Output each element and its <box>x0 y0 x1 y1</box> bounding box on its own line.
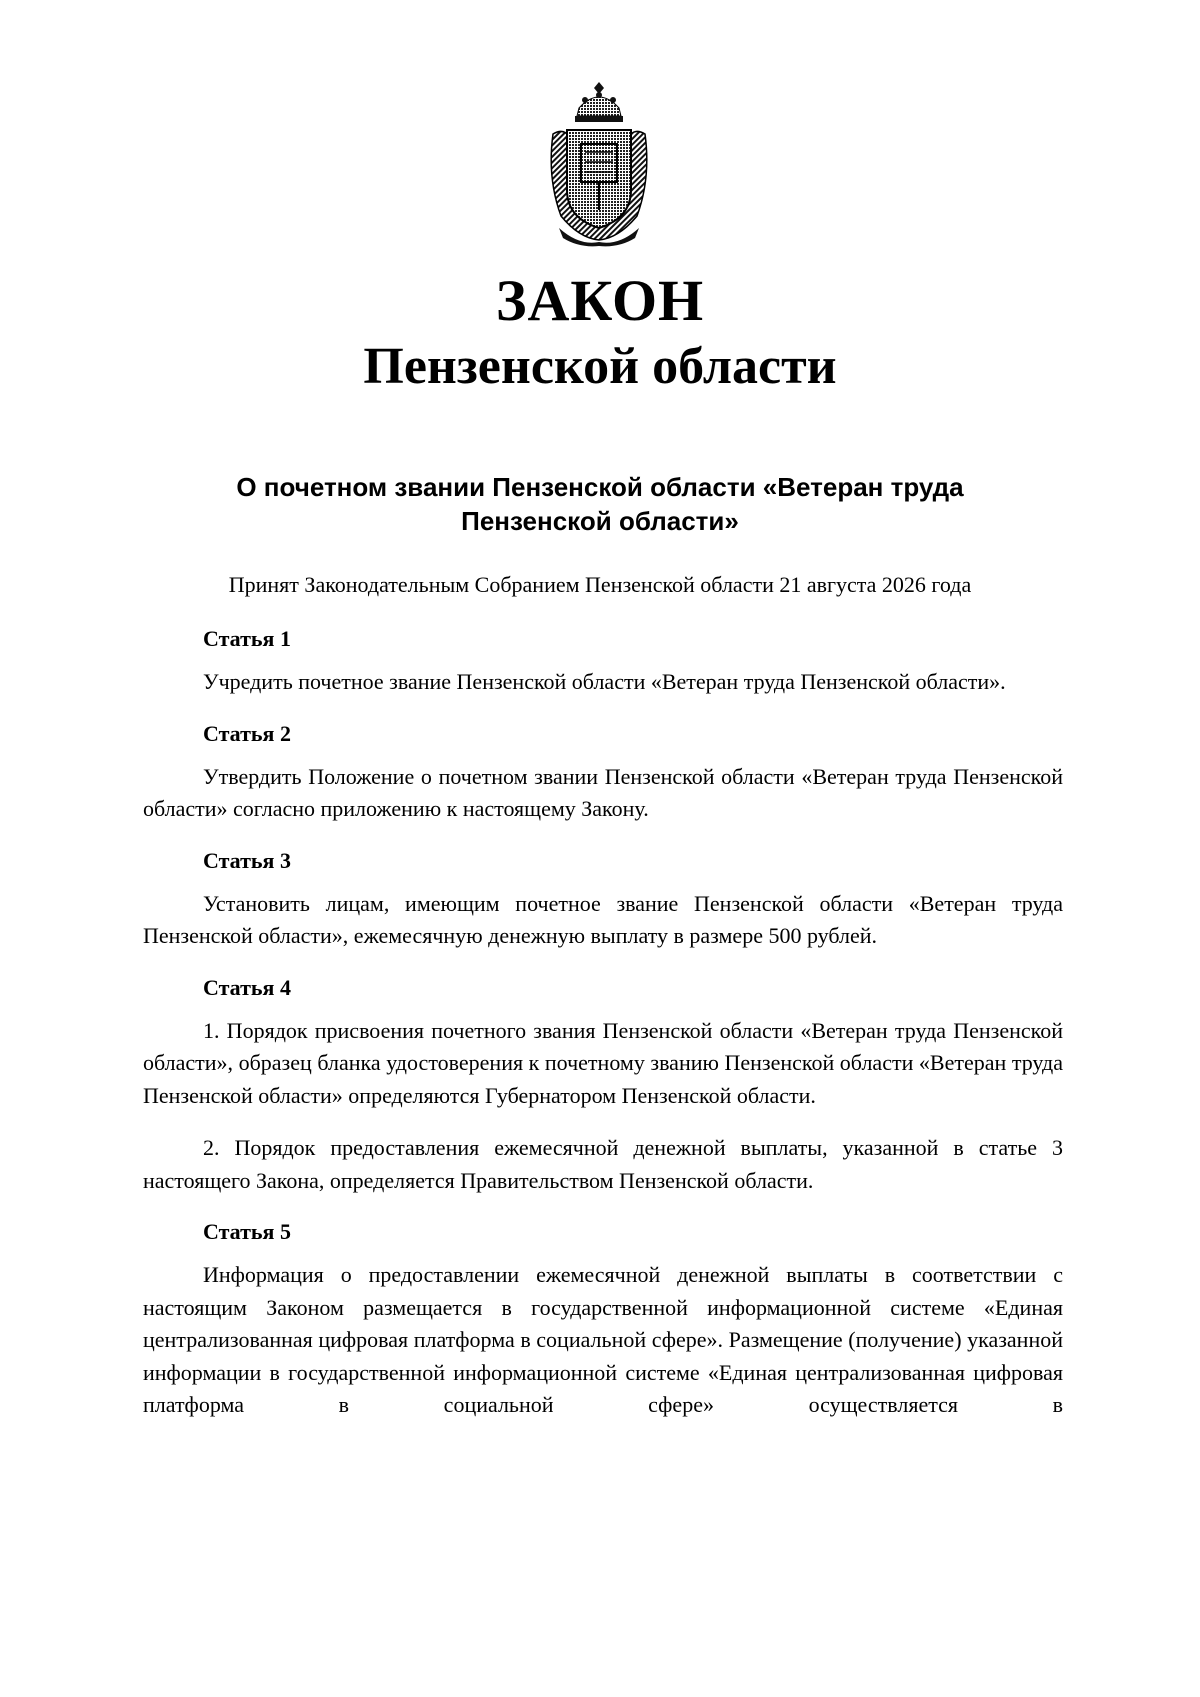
article-heading: Статья 3 <box>203 847 291 873</box>
article-4 <box>143 973 1063 1198</box>
article-5 <box>143 1217 1063 1422</box>
law-name: О почетном звании Пензенской области «Ветеран труда Пензенской области» <box>236 472 964 536</box>
article-2 <box>143 719 1063 826</box>
adoption-note: Принят Законодательным Собранием Пензенской области 21 августа 2026 года <box>228 572 972 597</box>
article-paragraph: 2. Порядок предоставления ежемесячной денежной выплаты, указанной в статье 3 настоящего Закона, определяется Правительством Пензенской области. <box>143 1135 1063 1193</box>
article-heading: Статья 1 <box>203 626 291 651</box>
article-heading: Статья 5 <box>203 1219 291 1244</box>
coat-of-arms-emblem <box>539 78 659 248</box>
document-body <box>143 624 1063 1442</box>
document-subtitle: Пензенской области <box>363 338 837 395</box>
article-1 <box>143 624 1063 699</box>
article-paragraph: Установить лицам, имеющим почетное звание Пензенской области «Ветеран труда Пензенской области», ежемесячную денежную выплату в размере 500 рублей. <box>143 890 1063 948</box>
article-heading: Статья 2 <box>203 720 291 746</box>
article-paragraph: Утвердить Положение о почетном звании Пензенской области «Ветеран труда Пензенской области» согласно приложению к настоящему Закону. <box>143 763 1063 821</box>
article-paragraph: Учредить почетное звание Пензенской области «Ветеран труда Пензенской области». <box>203 669 1006 694</box>
document-title: ЗАКОН <box>495 268 705 333</box>
article-3 <box>143 846 1063 953</box>
article-heading: Статья 4 <box>203 974 291 1000</box>
article-paragraph: Информация о предоставлении ежемесячной денежной выплаты в соответствии с настоящим Законом размещается в государственной информационной системе «Единая централизованная цифровая платформа в социальной сфере». Размещение (получение) указанной информации в государственной информационной системе «Единая централизованная цифровая платформа в социальной сфере» осуществляется в <box>143 1262 1063 1417</box>
article-paragraph: 1. Порядок присвоения почетного звания Пензенской области «Ветеран труда Пензенской области», образец бланка удостоверения к почетному званию Пензенской области «Ветеран труда Пензенской области» определяются Губернатором Пензенской области. <box>143 1017 1063 1108</box>
